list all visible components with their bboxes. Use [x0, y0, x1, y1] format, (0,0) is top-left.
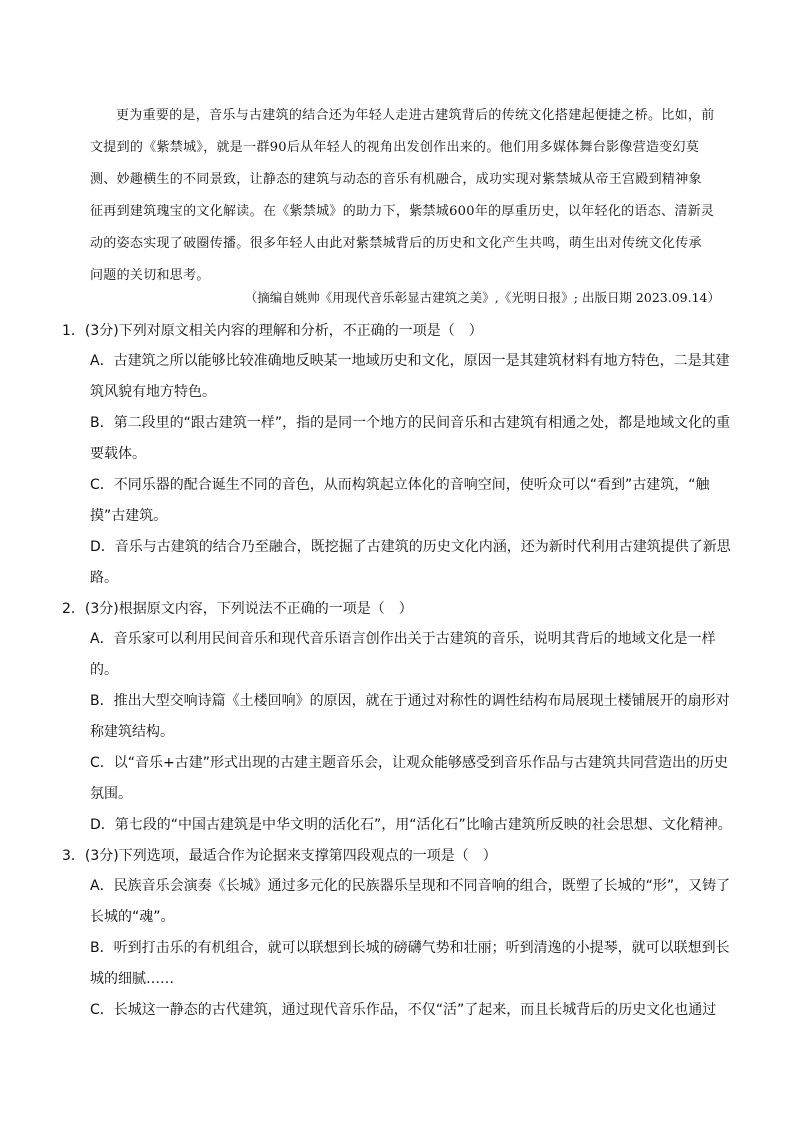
- option-c: C．长城这一静态的古代建筑，通过现代音乐作品，不仅“活”了起来，而且长城背后的历史文化也通过: [90, 1002, 717, 1018]
- option-c: C．不同乐器的配合诞生不同的音色，从而构筑起立体化的音响空间，使听众可以“看到”古建筑，“触摸”古建筑。: [90, 477, 710, 524]
- question-stem: 3．(3分)下列选项，最适合作为论据来支撑第四段观点的一项是（ ）: [62, 848, 497, 864]
- option-b: B．听到打击乐的有机组合，就可以联想到长城的磅礴气势和壮丽；听到清逸的小提琴，就可以联想到长城的细腻……: [90, 940, 730, 987]
- option-b: B．推出大型交响诗篇《土楼回响》的原因，就在于通过对称性的调性结构布局展现土楼铺展开的扇形对称建筑结构。: [90, 693, 730, 740]
- passage-text: 更为重要的是，音乐与古建筑的结合还为年轻人走进古建筑背后的传统文化搭建起便捷之桥。比如，前文提到的《紫禁城》，就是一群90后从年轻人的视角出发创作出来的。他们用多媒体舞台影像营造变幻莫测、妙趣横生的不同景致，让静态的建筑与动态的音乐有机融合，成功实现对紫禁城从帝王宫殿到精神象征再到建筑瑰宝的文化解读。在《紫禁城》的助力下，紫禁城600年的厚重历史，以年轻化的语态、清新灵动的姿态实现了破圈传播。很多年轻人由此对紫禁城背后的历史和文化产生共鸣，萌生出对传统文化传承问题的关切和思考。: [90, 108, 715, 283]
- question-3: [62, 841, 734, 1026]
- question-stem: 1．(3分)下列对原文相关内容的理解和分析，不正确的一项是（ ）: [62, 323, 483, 339]
- question-2: [62, 594, 734, 841]
- passage-paragraph: [90, 100, 715, 292]
- question-list: [62, 316, 734, 1026]
- source-citation: （摘编自姚帅《用现代音乐彰显古建筑之美》,《光明日报》; 出版日期 2023.09.14）: [244, 290, 720, 305]
- option-a: A．古建筑之所以能够比较准确地反映某一地域历史和文化，原因一是其建筑材料有地方特色，二是其建筑风貌有地方特色。: [90, 353, 730, 400]
- option-d: D．音乐与古建筑的结合乃至融合，既挖掘了古建筑的历史文化内涵，还为新时代利用古建筑提供了新思路。: [90, 539, 731, 586]
- option-d: D．第七段的“中国古建筑是中华文明的活化石”，用“活化石”比喻古建筑所反映的社会思想、文化精神。: [90, 817, 732, 833]
- option-a: A．音乐家可以利用民间音乐和现代音乐语言创作出关于古建筑的音乐，说明其背后的地域文化是一样的。: [90, 631, 716, 678]
- option-b: B．第二段里的“跟古建筑一样”，指的是同一个地方的民间音乐和古建筑有相通之处，都是地域文化的重要载体。: [90, 415, 731, 462]
- question-1: [62, 316, 734, 594]
- option-c: C．以“音乐+古建”形式出现的古建主题音乐会，让观众能够感受到音乐作品与古建筑共同营造出的历史氛围。: [90, 755, 729, 802]
- option-a: A．民族音乐会演奏《长城》通过多元化的民族器乐呈现和不同音响的组合，既塑了长城的“形”，又铸了长城的“魂”。: [90, 878, 731, 925]
- question-stem: 2．(3分)根据原文内容，下列说法不正确的一项是（ ）: [62, 601, 413, 617]
